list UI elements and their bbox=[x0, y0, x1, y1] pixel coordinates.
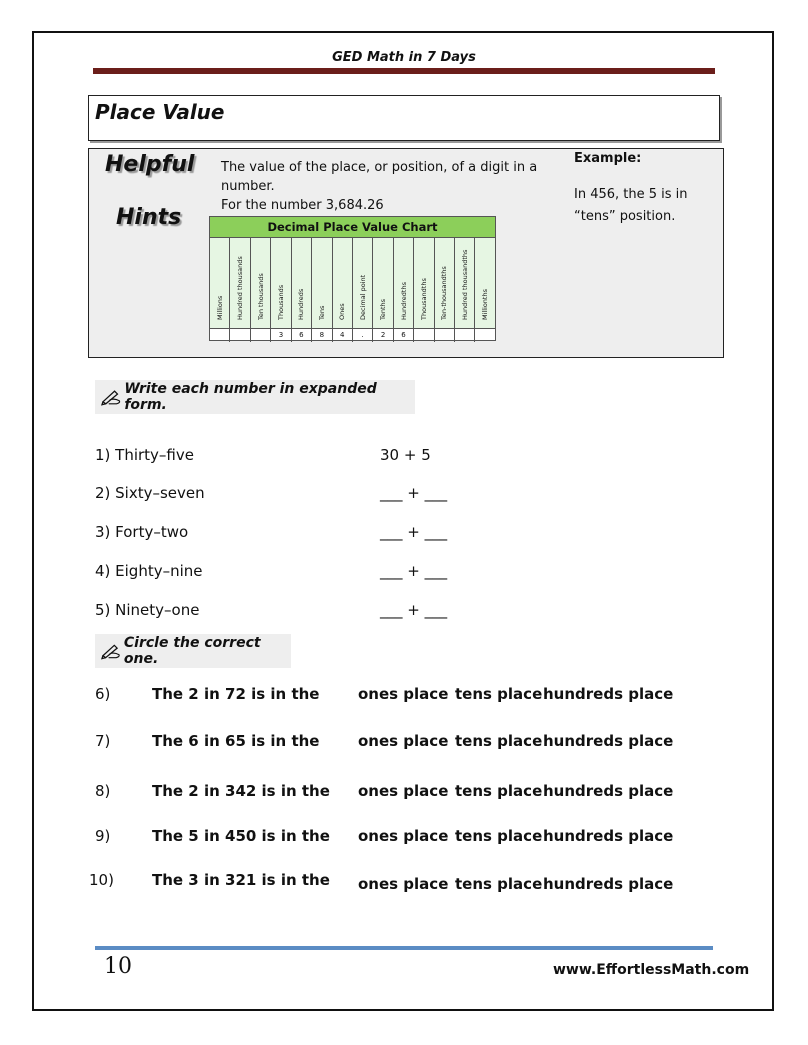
q8-option-tens[interactable]: tens place bbox=[455, 782, 543, 800]
pv-column bbox=[394, 238, 414, 328]
hint-definition bbox=[221, 158, 551, 215]
q7-option-hundreds[interactable]: hundreds place bbox=[543, 732, 674, 750]
pv-column-label: Tenths bbox=[379, 298, 388, 320]
pv-column bbox=[210, 238, 230, 328]
pv-column bbox=[292, 238, 312, 328]
pv-column-label: Hundreds bbox=[297, 288, 306, 320]
q7-option-tens[interactable]: tens place bbox=[455, 732, 543, 750]
q2-answer-blank[interactable]: ___ + ___ bbox=[380, 484, 448, 502]
pv-digit bbox=[435, 329, 455, 342]
pv-column-label: Ten thousands bbox=[256, 273, 265, 320]
q9-number: 9) bbox=[95, 827, 111, 845]
q7-number: 7) bbox=[95, 732, 111, 750]
q6-option-hundreds[interactable]: hundreds place bbox=[543, 685, 674, 703]
example-heading: Example: bbox=[574, 151, 642, 166]
pv-column-label: Millions bbox=[215, 295, 224, 320]
pencil-hand-icon bbox=[101, 388, 122, 406]
q2-label: 2) Sixty–seven bbox=[95, 484, 205, 502]
q4-label: 4) Eighty–nine bbox=[95, 562, 203, 580]
pv-column bbox=[230, 238, 250, 328]
example-text: In 456, the 5 is in “tens” position. bbox=[574, 187, 688, 224]
q1-answer: 30 + 5 bbox=[380, 446, 431, 464]
q10-text: The 3 in 321 is in the bbox=[152, 871, 330, 889]
pv-column-label: Millionths bbox=[481, 289, 490, 320]
pv-digit: 3 bbox=[271, 329, 291, 342]
pv-column-label: Thousands bbox=[276, 284, 285, 320]
pv-column bbox=[271, 238, 291, 328]
q10-number: 10) bbox=[89, 871, 114, 889]
header-rule bbox=[93, 68, 715, 74]
q5-answer-blank[interactable]: ___ + ___ bbox=[380, 601, 448, 619]
section2-instruction bbox=[95, 634, 291, 668]
q9-option-hundreds[interactable]: hundreds place bbox=[543, 827, 674, 845]
pencil-hand-icon bbox=[101, 642, 122, 660]
hints-heading-hints: Hints bbox=[116, 205, 182, 230]
q9-text: The 5 in 450 is in the bbox=[152, 827, 330, 845]
pv-digit: 2 bbox=[373, 329, 393, 342]
pv-column bbox=[435, 238, 455, 328]
page-number: 10 bbox=[104, 954, 132, 979]
pv-column-label: Ones bbox=[338, 303, 347, 320]
q8-text: The 2 in 342 is in the bbox=[152, 782, 330, 800]
q6-text: The 2 in 72 is in the bbox=[152, 685, 320, 703]
pv-column bbox=[373, 238, 393, 328]
pv-column-label: Tens bbox=[317, 305, 326, 320]
pv-digit: 6 bbox=[292, 329, 312, 342]
pv-column bbox=[475, 238, 494, 328]
q6-option-tens[interactable]: tens place bbox=[455, 685, 543, 703]
pv-digit bbox=[230, 329, 250, 342]
pv-digit bbox=[475, 329, 494, 342]
section1-instruction-text: Write each number in expanded form. bbox=[124, 381, 377, 413]
pv-digit: . bbox=[353, 329, 373, 342]
footer-rule bbox=[95, 946, 713, 950]
q5-label: 5) Ninety–one bbox=[95, 601, 200, 619]
pv-digit bbox=[251, 329, 271, 342]
pv-column bbox=[455, 238, 475, 328]
definition-text: The value of the place, or position, of a digit in a number. bbox=[221, 160, 538, 194]
pv-digit bbox=[455, 329, 475, 342]
q8-number: 8) bbox=[95, 782, 111, 800]
q3-label: 3) Forty–two bbox=[95, 523, 189, 541]
place-value-chart bbox=[209, 216, 496, 341]
pv-column bbox=[333, 238, 353, 328]
pv-digit: 8 bbox=[312, 329, 332, 342]
q10-option-ones[interactable]: ones place bbox=[358, 875, 449, 893]
pv-column bbox=[414, 238, 434, 328]
place-value-digits-row bbox=[210, 328, 495, 342]
pv-digit: 4 bbox=[333, 329, 353, 342]
pv-digit: 6 bbox=[394, 329, 414, 342]
q1-label: 1) Thirty–five bbox=[95, 446, 194, 464]
pv-column-label: Ten-thousandths bbox=[440, 266, 449, 320]
hints-heading-helpful: Helpful bbox=[105, 152, 195, 177]
pv-column-label: Hundred thousands bbox=[236, 256, 245, 320]
q6-option-ones[interactable]: ones place bbox=[358, 685, 449, 703]
book-title: GED Math in 7 Days bbox=[332, 50, 476, 65]
q10-option-tens[interactable]: tens place bbox=[455, 875, 543, 893]
pv-column-label: Decimal point bbox=[358, 274, 367, 320]
pv-digit bbox=[210, 329, 230, 342]
pv-column-label: Hundred thousandths bbox=[460, 249, 469, 320]
section2-instruction-text: Circle the correct one. bbox=[123, 635, 261, 667]
pv-column bbox=[312, 238, 332, 328]
q10-option-hundreds[interactable]: hundreds place bbox=[543, 875, 674, 893]
for-number-text: For the number 3,684.26 bbox=[221, 198, 384, 213]
place-value-chart-title: Decimal Place Value Chart bbox=[210, 217, 495, 238]
q8-option-ones[interactable]: ones place bbox=[358, 782, 449, 800]
place-value-columns bbox=[210, 238, 495, 328]
q7-option-ones[interactable]: ones place bbox=[358, 732, 449, 750]
q3-answer-blank[interactable]: ___ + ___ bbox=[380, 523, 448, 541]
q4-answer-blank[interactable]: ___ + ___ bbox=[380, 562, 448, 580]
website-link[interactable]: www.EffortlessMath.com bbox=[553, 962, 750, 978]
pv-column-label: Thousandths bbox=[419, 278, 428, 320]
q9-option-ones[interactable]: ones place bbox=[358, 827, 449, 845]
pv-column bbox=[353, 238, 373, 328]
topic-title: Place Value bbox=[95, 100, 225, 124]
section1-instruction bbox=[95, 380, 415, 414]
pv-column-label: Hundredths bbox=[399, 282, 408, 320]
q9-option-tens[interactable]: tens place bbox=[455, 827, 543, 845]
q7-text: The 6 in 65 is in the bbox=[152, 732, 320, 750]
q6-number: 6) bbox=[95, 685, 111, 703]
pv-digit bbox=[414, 329, 434, 342]
q8-option-hundreds[interactable]: hundreds place bbox=[543, 782, 674, 800]
pv-column bbox=[251, 238, 271, 328]
